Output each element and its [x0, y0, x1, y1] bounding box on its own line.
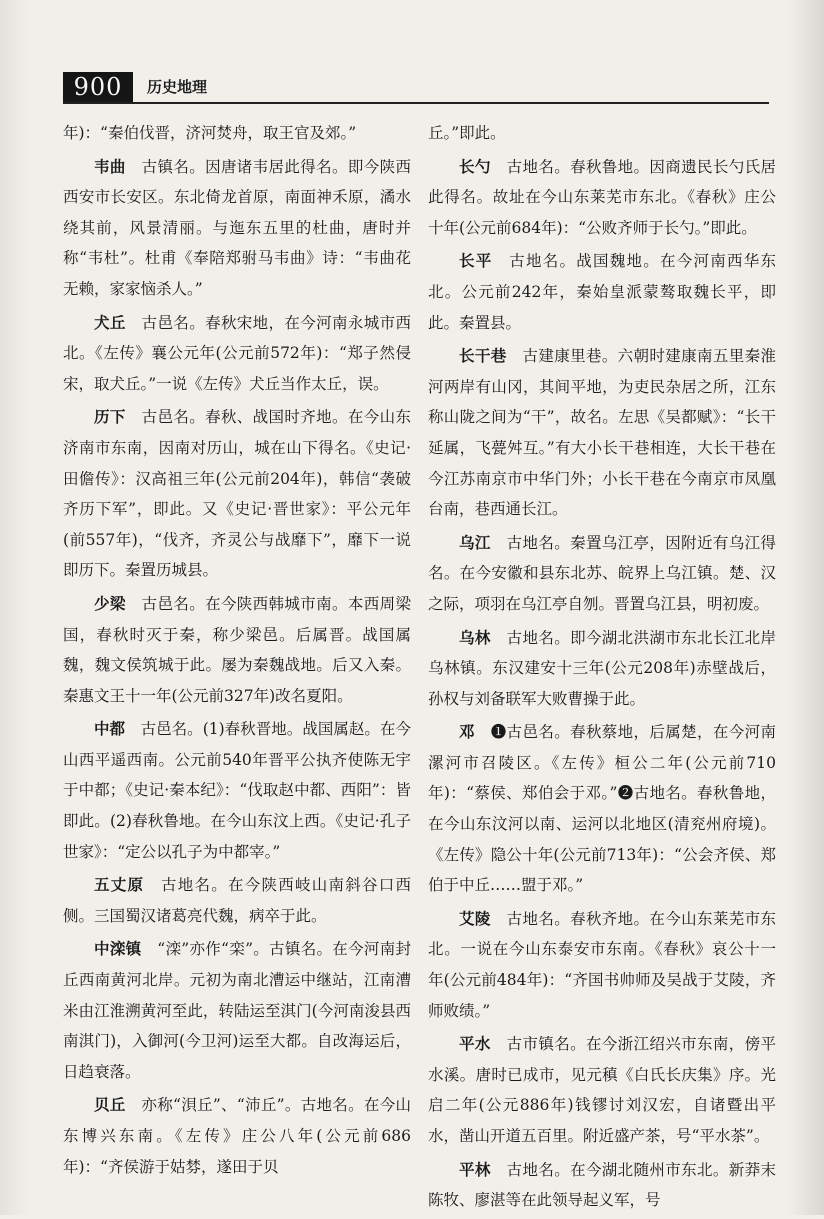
entry-lixia: [63, 402, 411, 586]
entry-head: 长平: [459, 252, 493, 271]
entry-text: 古建康里巷。六朝时建康南五里秦淮河两岸有山冈，其间平地，为吏民杂居之所，江东称山陇之间为“干”，故名。左思《吴都赋》：“长干延属，飞甍舛互。”有大小长干巷相连，大长干巷在今江苏南京市中华门外；小长干巷在今南京市凤凰台南，巷西通长江。: [428, 347, 776, 519]
entry-wulin: [428, 623, 776, 715]
entry-zhongdu: [63, 714, 411, 867]
entry-text: 古邑名。在今陕西韩城市南。本西周梁国，春秋时灭于秦，称少梁邑。后属晋。战国属魏，魏文侯筑城于此。屡为秦魏战地。后又入秦。秦惠文王十一年(公元前327年)改名夏阳。: [63, 594, 411, 705]
entry-beiqiu: [63, 1090, 411, 1182]
page-number: 900: [63, 72, 133, 102]
entry-text: 古邑名。春秋、战国时齐地。在今山东济南市东南，因南对历山，城在山下得名。《史记·田儋传》：汉高祖三年(公元前204年)，韩信“袭破齐历下军”，即此。又《史记·晋世家》：平公元年(前557年)，“伐齐，齐灵公与战靡下”，靡下一说即历下。秦置历城县。: [63, 408, 411, 580]
entry-pinglin: [428, 1155, 776, 1216]
entry-text: 古地名。即今湖北洪湖市东北长江北岸乌林镇。东汉建安十三年(公元208年)赤壁战后，孙权与刘备联军大败曹操于此。: [428, 628, 776, 708]
left-column: [63, 118, 411, 1185]
entry-head: 五丈原: [94, 876, 145, 895]
continuation-text: 年)：“秦伯伐晋，济河焚舟，取王官及郊。”: [63, 124, 357, 142]
entry-head: 贝丘: [94, 1096, 126, 1115]
entry-text: 古地名。在今陕西岐山南斜谷口西侧。三国蜀汉诸葛亮代魏，病卒于此。: [63, 876, 411, 925]
entry-pingshui: [428, 1029, 776, 1151]
entry-head: 长勺: [459, 157, 491, 176]
entry-text: 古镇名。因唐诸韦居此得名。即今陕西西安市长安区。东北倚龙首原，南面神禾原，潏水绕其前，风景清丽。与迤东五里的杜曲，唐时并称“韦杜”。杜甫《奉陪郑驸马韦曲》诗：“韦曲花无赖，家家恼杀人。”: [63, 157, 411, 298]
entry-changganxiang: [428, 341, 776, 525]
entry-head: 少梁: [94, 594, 126, 613]
entry-text: 古地名。春秋鲁地。因商遗民长勺氏居此得名。故址在今山东莱芜市东北。《春秋》庄公十年(公元前684年)：“公败齐师于长勺。”即此。: [428, 157, 776, 237]
entry-text: 古地名。战国魏地。在今河南西华东北。公元前242年，秦始皇派蒙骜取魏长平，即此。秦置县。: [428, 252, 776, 332]
entry-text: 古邑名。春秋宋地，在今河南永城市西北。《左传》襄公元年(公元前572年)：“郑子然侵宋，取犬丘。”一说《左传》犬丘当作太丘，误。: [63, 313, 411, 393]
entry-ailing: [428, 904, 776, 1026]
entry-text: ❶古邑名。春秋蔡地，后属楚，在今河南漯河市召陵区。《左传》桓公二年(公元前710年)：“蔡侯、郑伯会于邓。”❷古地名。春秋鲁地，在今山东汶河以南、运河以北地区(清兖州府境)。《左传》隐公十年(公元前713年)：“公会齐侯、郑伯于中丘……盟于邓。”: [428, 723, 776, 895]
entry-head: 长干巷: [459, 347, 507, 366]
section-title: 历史地理: [147, 78, 208, 96]
entry-wujiang: [428, 528, 776, 620]
entry-deng: [428, 717, 776, 901]
page-gutter-shadow: [0, 0, 28, 1215]
continuation-text: 丘。”即此。: [428, 124, 506, 142]
entry-head: 韦曲: [94, 157, 126, 176]
page-edge-shadow: [788, 0, 824, 1215]
right-column: [428, 118, 776, 1219]
entry-changshao: [428, 152, 776, 244]
entry-zhongluanzhen: [63, 934, 411, 1087]
entry-head: 犬丘: [94, 313, 126, 332]
entry-text: 古地名。在今湖北随州市东北。新莽末陈牧、廖湛等在此领导起义军，号: [428, 1160, 776, 1210]
entry-text: 古市镇名。在今浙江绍兴市东南，傍平水溪。唐时已成市，见元稹《白氏长庆集》序。光启二年(公元886年)钱镠讨刘汉宏，自诸暨出平水，凿山开道五百里。附近盛产茶，号“平水茶”。: [428, 1035, 776, 1145]
entry-head: 历下: [94, 408, 126, 427]
entry-head: 中都: [94, 720, 126, 739]
entry-head: 平水: [459, 1035, 491, 1054]
entry-head: 中滦镇: [94, 940, 142, 959]
entry-head: 邓: [459, 723, 475, 742]
page-header: [63, 72, 769, 104]
entry-wuzhangyuan: [63, 870, 411, 931]
entry-shaoliang: [63, 589, 411, 711]
entry-text: 古邑名。(1)春秋晋地。战国属赵。在今山西平遥西南。公元前540年晋平公执齐使陈无宇于中都；《史记·秦本纪》：“伐取赵中都、西阳”：皆即此。(2)春秋鲁地。在今山东汶上西。《史记·孔子世家》：“定公以孔子为中都宰。”: [63, 720, 411, 861]
entry-text: “滦”亦作“栾”。古镇名。在今河南封丘西南黄河北岸。元初为南北漕运中继站，江南漕米由江淮溯黄河至此，转陆运至淇门(今河南浚县西南淇门)，入御河(今卫河)运至大都。自改海运后，日趋衰落。: [63, 940, 411, 1081]
entry-head: 平林: [459, 1160, 491, 1179]
entry-text: 亦称“浿丘”、“沛丘”。古地名。在今山东博兴东南。《左传》庄公八年(公元前686年)：“齐侯游于姑棼，遂田于贝: [63, 1096, 411, 1176]
entry-quanqiu: [63, 308, 411, 400]
entry-head: 乌江: [459, 533, 491, 552]
entry-head: 艾陵: [459, 909, 491, 928]
entry-changping: [428, 246, 776, 338]
entry-text: 古地名。春秋齐地。在今山东莱芜市东北。一说在今山东泰安市东南。《春秋》哀公十一年(公元前484年)：“齐国书帅师及吴战于艾陵，齐师败绩。”: [428, 909, 776, 1020]
entry-text: 古地名。秦置乌江亭，因附近有乌江得名。在今安徽和县东北苏、皖界上乌江镇。楚、汉之际，项羽在乌江亭自刎。晋置乌江县，明初废。: [428, 533, 776, 613]
entry-head: 乌林: [459, 628, 491, 647]
entry-weiqu: [63, 152, 411, 305]
